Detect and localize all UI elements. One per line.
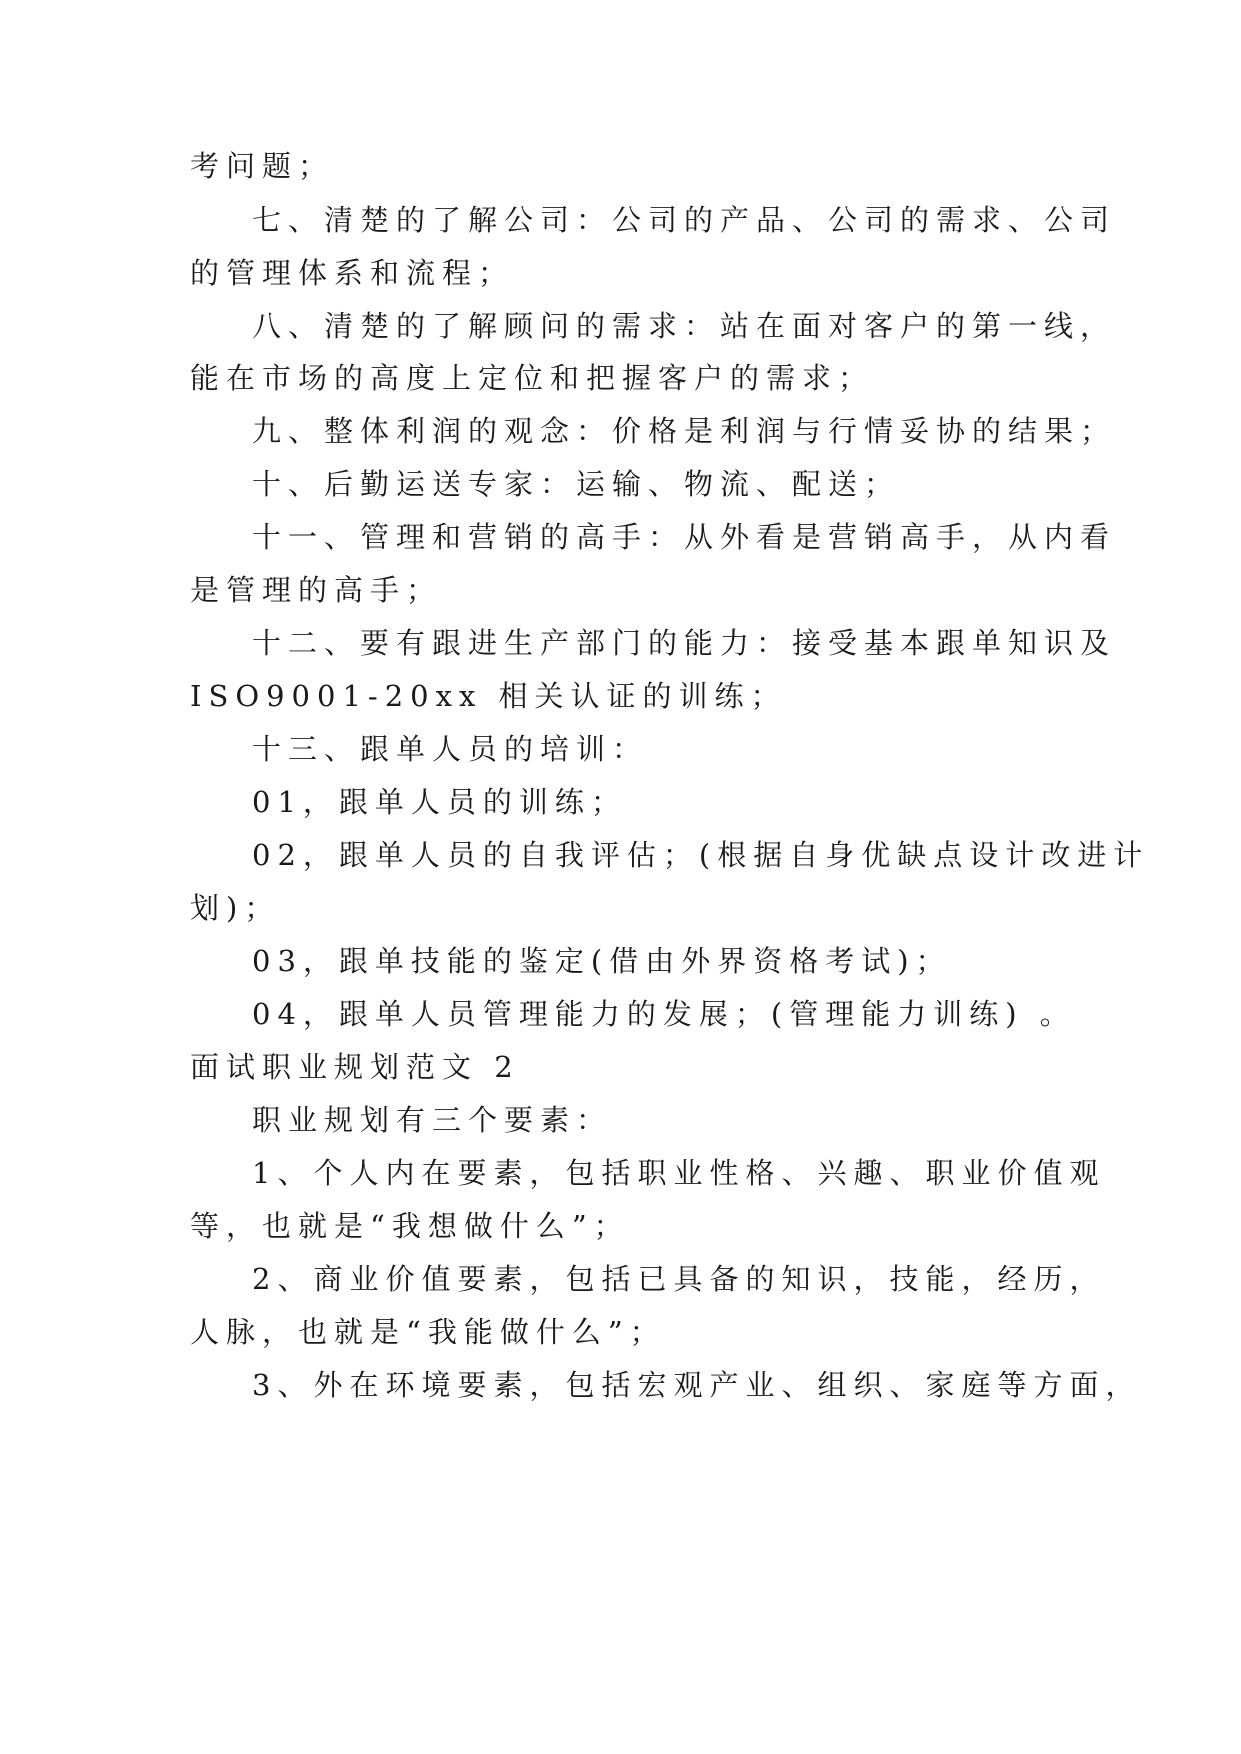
section-heading: 面试职业规划范文 2 [190, 1050, 520, 1084]
text-line: 考问题； [190, 149, 335, 183]
paragraph-line: 1、个人内在要素，包括职业性格、兴趣、职业价值观 [252, 1156, 1106, 1190]
paragraph-line: 04，跟单人员管理能力的发展；(管理能力训练) 。 [252, 997, 1076, 1031]
paragraph-line: 十二、要有跟进生产部门的能力：接受基本跟单知识及 [252, 626, 1117, 660]
paragraph-line: 十、后勤运送专家：运输、物流、配送； [252, 467, 901, 501]
text-line: 划)； [190, 891, 281, 925]
paragraph-line: 01，跟单人员的训练； [252, 785, 627, 819]
paragraph-line: 十一、管理和营销的高手：从外看是营销高手，从内看 [252, 520, 1117, 554]
text-line: 人脉，也就是“我能做什么”； [190, 1315, 666, 1349]
text-line: 是管理的高手； [190, 573, 443, 607]
text-line: ISO9001-20xx 相关认证的训练； [190, 679, 787, 713]
paragraph-line: 3、外在环境要素，包括宏观产业、组织、家庭等方面， [252, 1368, 1142, 1402]
paragraph-line: 02，跟单人员的自我评估；(根据自身优缺点设计改进计 [252, 838, 1150, 872]
paragraph-line: 职业规划有三个要素： [252, 1103, 613, 1137]
paragraph-line: 03，跟单技能的鉴定(借由外界资格考试)； [252, 944, 952, 978]
paragraph-line: 七、清楚的了解公司：公司的产品、公司的需求、公司 [252, 203, 1117, 237]
text-line: 的管理体系和流程； [190, 256, 515, 290]
text-line: 能在市场的高度上定位和把握客户的需求； [190, 361, 875, 395]
text-line: 等，也就是“我想做什么”； [190, 1209, 630, 1243]
paragraph-line: 十三、跟单人员的培训： [252, 732, 649, 766]
paragraph-line: 2、商业价值要素，包括已具备的知识，技能，经历， [252, 1262, 1106, 1296]
paragraph-line: 九、整体利润的观念：价格是利润与行情妥协的结果； [252, 414, 1117, 448]
paragraph-line: 八、清楚的了解顾问的需求：站在面对客户的第一线， [252, 309, 1117, 343]
